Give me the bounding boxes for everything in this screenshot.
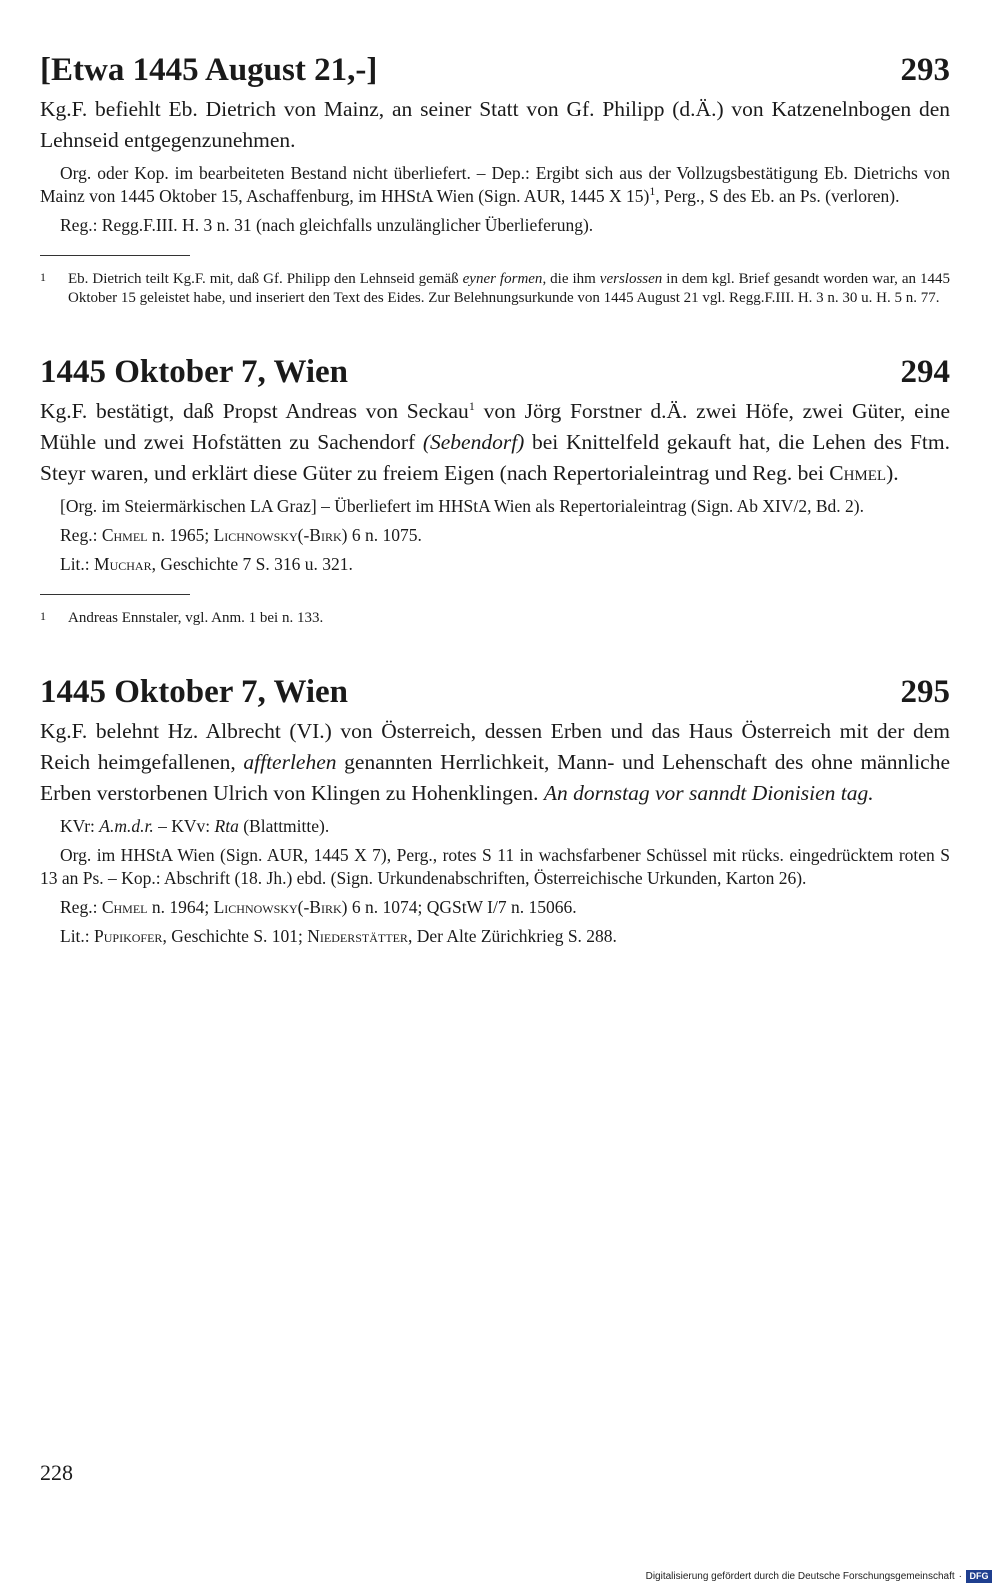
entry-date: 1445 Oktober 7, Wien	[40, 354, 349, 390]
entry-number: 294	[900, 354, 950, 390]
credit-text: Digitalisierung gefördert durch die Deutsche Forschungsgemeinschaft	[645, 1571, 955, 1582]
footnote-mark: 1	[40, 270, 46, 284]
entry-number: 293	[900, 52, 950, 88]
entry-summary: Kg.F. befiehlt Eb. Dietrich von Mainz, an seiner Statt von Gf. Philipp (d.Ä.) von Katzenelnbogen den Lehnseid entgegenzunehmen.	[40, 97, 950, 152]
entry-heading	[40, 352, 950, 392]
page-number: 228	[40, 1460, 73, 1485]
regest-paragraph: Reg.: Regg.F.III. H. 3 n. 31 (nach gleichfalls unzulänglicher Überlieferung).	[60, 215, 594, 235]
entry-date: [Etwa 1445 August 21,-]	[40, 52, 378, 88]
footnote-ref: 1	[468, 398, 475, 413]
entry-heading	[40, 50, 950, 90]
entry-summary: Kg.F. belehnt Hz. Albrecht (VI.) von Österreich, dessen Erben und das Haus Österreich mit der dem Reich heimgefallenen, affterlehen genannten Herrlichkeit, Mann- und Lehenschaft des ohne männliche Erben verstorbenen Ulrich von Klingen zu Hohenklingen. An dornstag vor sanndt Dionisien tag.	[40, 719, 951, 805]
document-page	[40, 50, 950, 954]
entry-heading	[40, 672, 950, 712]
tradition-paragraph: Org. oder Kop. im bearbeiteten Bestand nicht überliefert. – Dep.: Ergibt sich aus der Vollzugsbestätigung Eb. Dietrichs von Mainz von 1445 Oktober 15, Aschaffenburg, im HHStA Wien (Sign. AUR, 1445 X 15)$^1$, Perg., S des Eb. an Ps. (verloren).	[40, 163, 950, 206]
entry-number: 295	[900, 674, 950, 710]
footnote: 1 Eb. Dietrich teilt Kg.F. mit, daß Gf. Philipp den Lehnseid gemäß eyner formen, die ihm verslossen in dem kgl. Brief gesandt worden war, an 1445 Oktober 15 geleistet habe, und inseriert den Text des Eides. Zur Belehnungsurkunde von 1445 August 21 vgl. Regg.F.III. H. 3 n. 30 u. H. 5 n. 77.	[40, 270, 950, 306]
entry-summary: Kg.F. bestätigt, daß Propst Andreas von Seckau$^1$ von Jörg Forstner d.Ä. zwei Höfe, zwei Güter, eine Mühle und zwei Hofstätten zu Sachendorf (Sebendorf) bei Knittelfeld gekauft hat, die Lehen des Ftm. Steyr waren, und erklärt diese Güter zu freiem Eigen (nach Repertorialeintrag und Reg. bei Chmel).	[40, 398, 950, 485]
footnote: 1 Andreas Ennstaler, vgl. Anm. 1 bei n. 133.	[40, 609, 324, 626]
footnote-ref: 1	[649, 184, 656, 199]
dfg-logo-icon: DFG	[966, 1570, 992, 1583]
regest-paragraph: Reg.: Chmel n. 1965; Lichnowsky(-Birk) 6 n. 1075.	[60, 525, 422, 545]
entry-294	[40, 352, 950, 628]
regest-paragraph: Reg.: Chmel n. 1964; Lichnowsky(-Birk) 6 n. 1074; QGStW I/7 n. 15066.	[60, 897, 577, 917]
literature-paragraph: Lit.: Muchar, Geschichte 7 S. 316 u. 321.	[60, 554, 353, 574]
footnote-mark: 1	[40, 609, 46, 623]
entry-293	[40, 50, 950, 308]
chancery-notes-paragraph: KVr: A.m.d.r. – KVv: Rta (Blattmitte).	[60, 816, 330, 836]
tradition-paragraph: Org. im HHStA Wien (Sign. AUR, 1445 X 7), Perg., rotes S 11 in wachsfarbener Schüssel mit rücks. eingedrücktem roten S 13 an Ps. – Kop.: Abschrift (18. Jh.) ebd. (Sign. Urkundenabschriften, Österreichische Urkunden, Karton 26).	[40, 845, 950, 888]
tradition-paragraph: [Org. im Steiermärkischen LA Graz] – Überliefert im HHStA Wien als Repertorialeintrag (Sign. Ab XIV/2, Bd. 2).	[60, 496, 864, 516]
digitization-credit: Digitalisierung gefördert durch die Deutsche Forschungsgemeinschaft · DFG	[646, 1570, 992, 1583]
footnote-divider	[40, 594, 190, 595]
entry-date: 1445 Oktober 7, Wien	[40, 674, 349, 710]
literature-paragraph: Lit.: Pupikofer, Geschichte S. 101; Niederstätter, Der Alte Zürichkrieg S. 288.	[60, 926, 617, 946]
entry-295	[40, 672, 950, 948]
footnote-divider	[40, 255, 190, 256]
